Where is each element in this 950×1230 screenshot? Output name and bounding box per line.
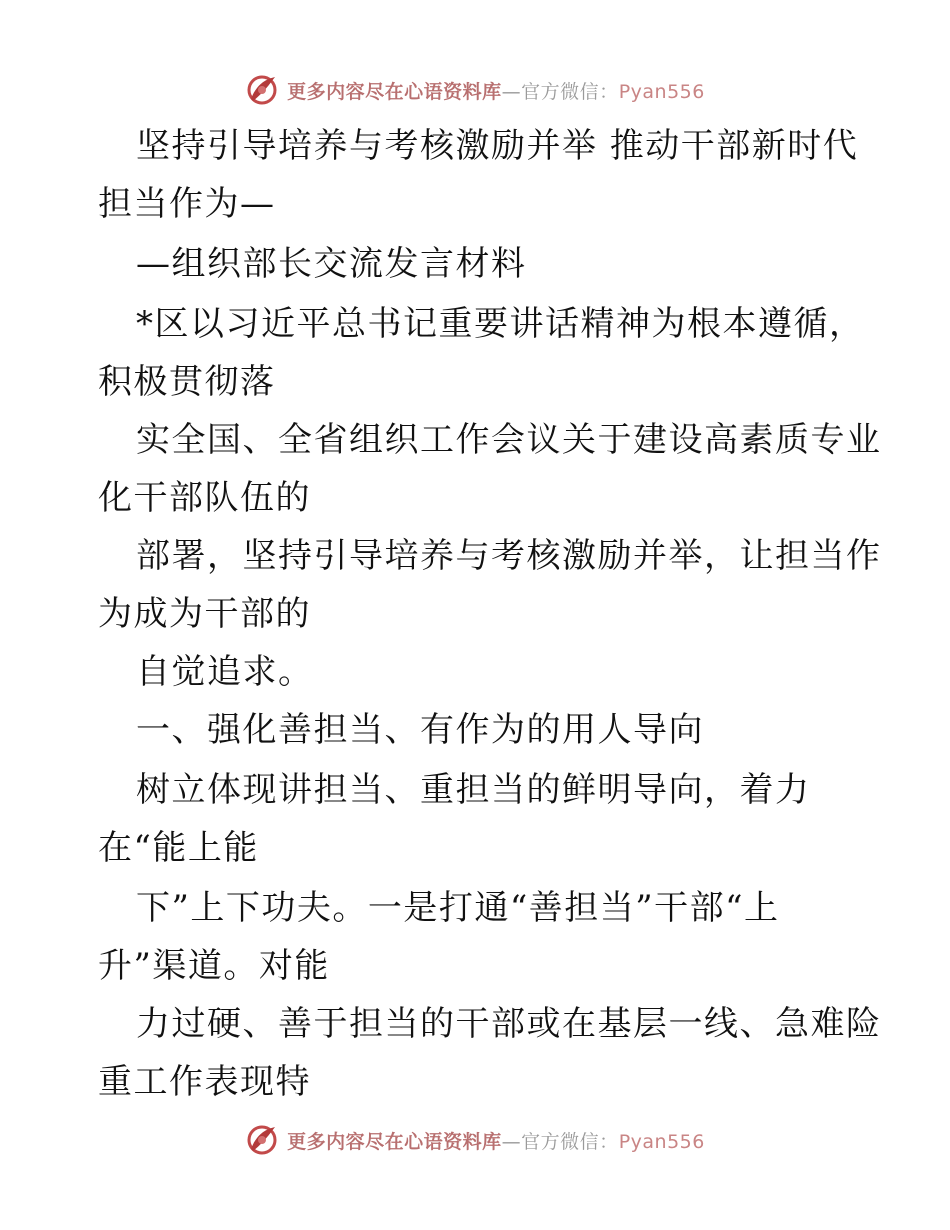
paragraph-line: 升”渠道。对能 <box>98 946 330 986</box>
paragraph-line: 实全国、全省组织工作会议关于建设高素质专业 <box>136 420 882 460</box>
paragraph-line: 部署，坚持引导培养与考核激励并举，让担当作 <box>136 536 882 576</box>
paragraph-line: 树立体现讲担当、重担当的鲜明导向，着力 <box>136 770 811 810</box>
paragraph-line: 力过硬、善于担当的干部或在基层一线、急难险 <box>136 1004 882 1044</box>
watermark-text <box>287 1127 705 1154</box>
paragraph-line: *区以习近平总书记重要讲话精神为根本遵循， <box>136 304 865 344</box>
paragraph-line: 为成为干部的 <box>98 594 311 634</box>
watermark-wechat-account: Pyan556 <box>618 1130 705 1153</box>
watermark-wechat-label: 官方微信： <box>521 1130 619 1153</box>
watermark-text <box>287 77 705 104</box>
watermark-wechat-label: 官方微信： <box>521 80 619 103</box>
paragraph-line: 下”上下功夫。一是打通“善担当”干部“上 <box>136 888 780 928</box>
brush-logo-icon <box>245 73 279 107</box>
watermark-separator: — <box>501 1130 522 1153</box>
paragraph-line: 化干部队伍的 <box>98 478 311 518</box>
title-line-1: 坚持引导培养与考核激励并举 推动干部新时代 <box>136 126 859 166</box>
section-heading: 一、强化善担当、有作为的用人导向 <box>136 710 704 750</box>
watermark-banner-top <box>0 70 950 110</box>
watermark-brand: 更多内容尽在心语资料库 <box>287 1130 502 1153</box>
watermark-separator: — <box>501 80 522 103</box>
watermark-banner-bottom <box>0 1120 950 1160</box>
brush-logo-icon <box>245 1123 279 1157</box>
subtitle-line: —组织部长交流发言材料 <box>136 244 527 284</box>
watermark-brand: 更多内容尽在心语资料库 <box>287 80 502 103</box>
paragraph-line: 在“能上能 <box>98 828 259 868</box>
title-line-2: 担当作为— <box>98 184 276 224</box>
paragraph-line: 积极贯彻落 <box>98 362 276 402</box>
paragraph-line: 重工作表现特 <box>98 1062 311 1102</box>
paragraph-line: 自觉追求。 <box>136 652 314 692</box>
watermark-wechat-account: Pyan556 <box>618 80 705 103</box>
